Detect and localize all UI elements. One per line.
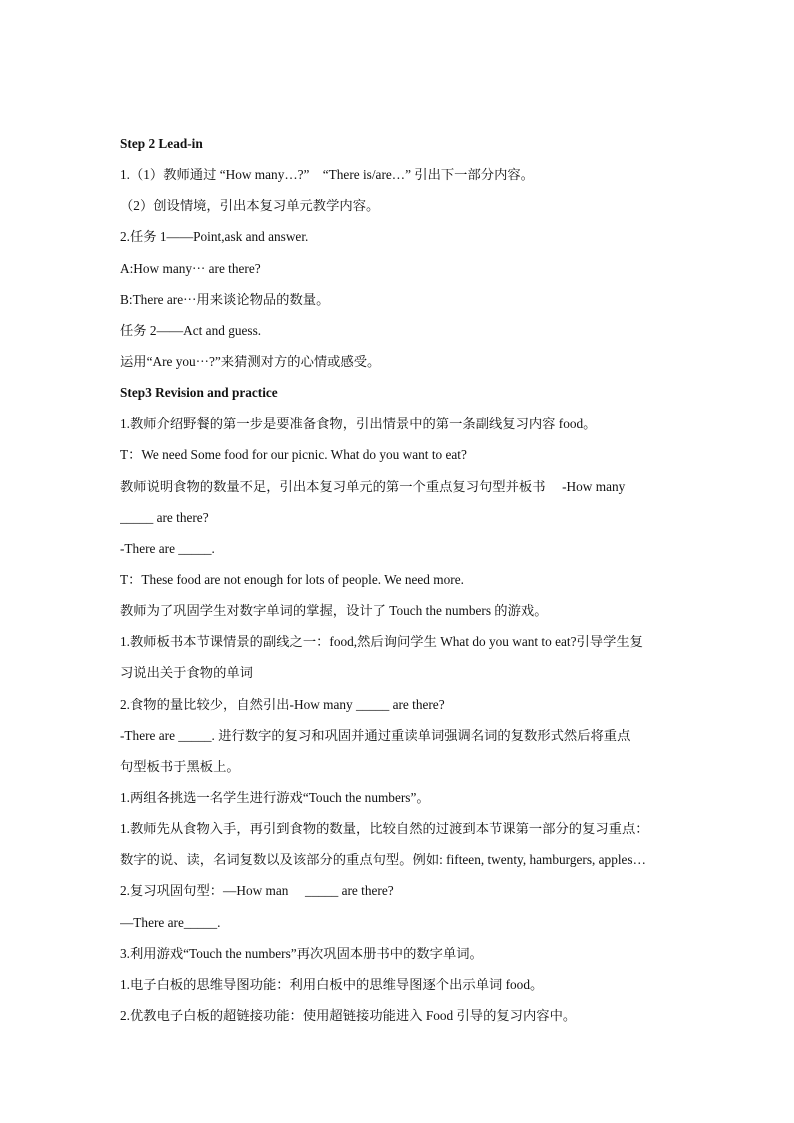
text-line: 句型板书于黑板上。 [120,758,240,774]
text-line: _____ are there? [120,509,209,525]
text-line: 数字的说、读，名词复数以及该部分的重点句型。例如: fifteen, twenty, hamburgers, apples… [120,852,646,868]
text-line: —There are_____. [120,914,221,930]
text-line: B:There are···用来谈论物品的数量。 [120,291,330,307]
section-heading: Step3 Revision and practice [120,385,278,401]
text-line: 1.教师先从食物入手，再引到食物的数量，比较自然的过渡到本节课第一部分的复习重点： [120,821,649,837]
section-heading: Step 2 Lead-in [120,136,203,151]
text-line: 1.两组各挑选一名学生进行游戏“Touch the numbers”。 [120,789,430,805]
text-line: 任务 2——Act and guess. [120,322,262,338]
text-line: 2.优教电子白板的超链接功能：使用超链接功能进入 Food 引导的复习内容中。 [120,1007,577,1023]
text-line: -There are _____. [120,540,215,556]
text-line: 2.任务 1——Point,ask and answer. [120,229,309,245]
text-line: 运用“Are you···?”来猜测对方的心情或感受。 [120,353,381,369]
text-line: 3.利用游戏“Touch the numbers”再次巩固本册书中的数字单词。 [120,945,483,961]
text-line: （2）创设情境，引出本复习单元教学内容。 [120,198,380,214]
text-line: 教师为了巩固学生对数字单词的掌握，设计了 Touch the numbers 的游戏。 [120,603,548,619]
text-line: 1.教师板书本节课情景的副线之一：food,然后询问学生 What do you want to eat?引导学生复 [120,634,643,650]
text-line: 2.复习巩固句型：—How man _____ are there? [120,883,394,899]
text-line: 1.（1）教师通过 “How many…?” “There is/are…” 引出下一部分内容。 [120,167,534,183]
text-line: 1.电子白板的思维导图功能：利用白板中的思维导图逐个出示单词 food。 [120,976,544,992]
text-line: 2.食物的量比较少，自然引出-How many _____ are there? [120,696,445,712]
text-line: T：These food are not enough for lots of people. We need more. [120,571,464,587]
text-line: 习说出关于食物的单词 [120,665,253,681]
text-line: T：We need Some food for our picnic. What do you want to eat? [120,447,467,463]
text-line: 1.教师介绍野餐的第一步是要准备食物，引出情景中的第一条副线复习内容 food。 [120,416,597,432]
text-line: 教师说明食物的数量不足，引出本复习单元的第一个重点复习句型并板书 -How many [120,478,626,494]
text-line: A:How many··· are there? [120,260,261,276]
document-body [120,131,680,1034]
text-line: -There are _____. 进行数字的复习和巩固并通过重读单词强调名词的复数形式然后将重点 [120,727,631,743]
